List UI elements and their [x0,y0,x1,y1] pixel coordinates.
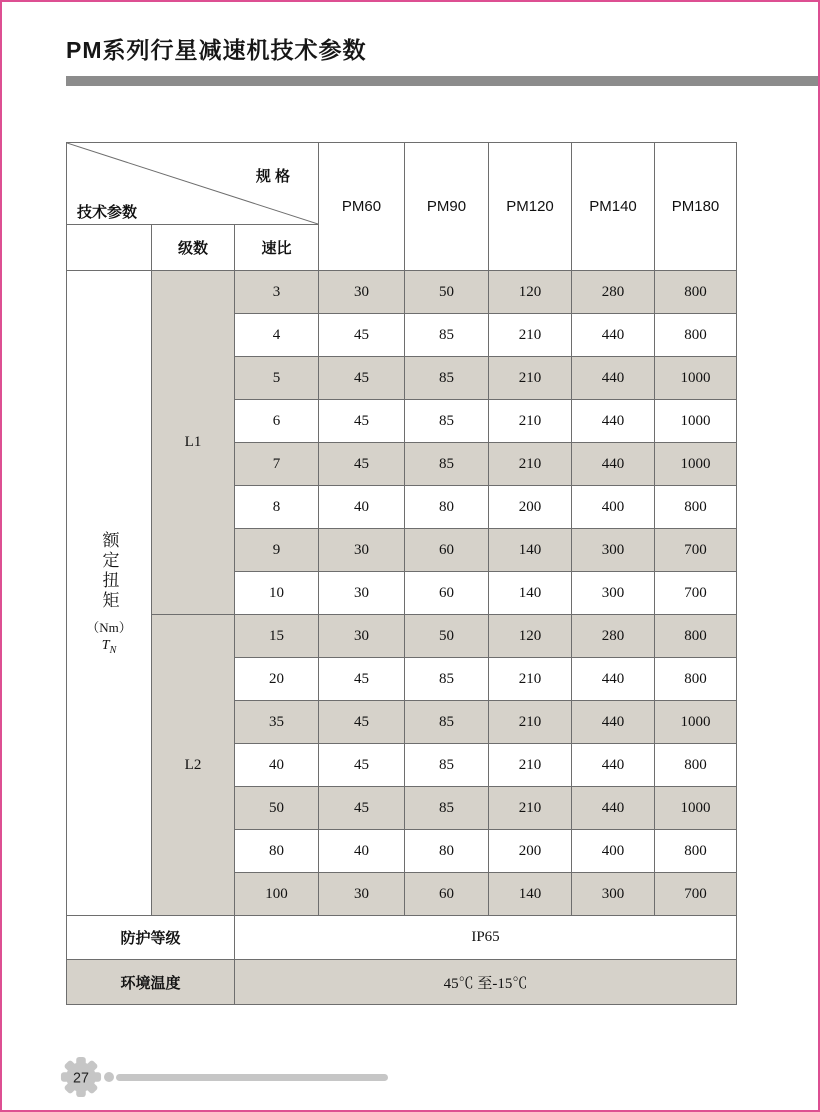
spec-table [66,142,737,1005]
value-cell: 300 [572,873,655,916]
value-cell: 120 [489,271,572,314]
column-header-pm90: PM90 [405,143,489,271]
ratio-cell: 6 [235,400,319,443]
value-cell: 30 [319,572,405,615]
column-header-pm180: PM180 [655,143,737,271]
ratio-cell: 3 [235,271,319,314]
value-cell: 210 [489,357,572,400]
value-cell: 400 [572,486,655,529]
value-cell: 80 [405,486,489,529]
ratio-cell: 35 [235,701,319,744]
value-cell: 400 [572,830,655,873]
value-cell: 85 [405,787,489,830]
value-cell: 440 [572,658,655,701]
ratio-cell: 7 [235,443,319,486]
ratio-cell: 15 [235,615,319,658]
value-cell: 45 [319,400,405,443]
footer-dot-icon [104,1072,114,1082]
footer-rule [116,1074,388,1081]
ratio-cell: 9 [235,529,319,572]
value-cell: 1000 [655,787,737,830]
torque-unit: （Nm） [86,619,132,635]
value-cell: 700 [655,529,737,572]
value-cell: 800 [655,658,737,701]
value-cell: 60 [405,529,489,572]
value-cell: 1000 [655,701,737,744]
value-cell: 200 [489,486,572,529]
value-cell: 140 [489,873,572,916]
value-cell: 280 [572,615,655,658]
value-cell: 45 [319,443,405,486]
value-cell: 60 [405,873,489,916]
value-cell: 30 [319,271,405,314]
value-cell: 40 [319,486,405,529]
header-row-1 [67,143,737,225]
gear-icon [60,1056,102,1098]
stage-header: 级数 [152,225,235,271]
value-cell: 30 [319,529,405,572]
value-cell: 85 [405,658,489,701]
title-rule [66,76,818,86]
value-cell: 210 [489,443,572,486]
value-cell: 300 [572,572,655,615]
value-cell: 85 [405,744,489,787]
ratio-cell: 4 [235,314,319,357]
value-cell: 85 [405,701,489,744]
value-cell: 440 [572,400,655,443]
ratio-cell: 10 [235,572,319,615]
column-header-pm140: PM140 [572,143,655,271]
value-cell: 210 [489,787,572,830]
stage-cell-l1: L1 [152,271,235,615]
value-cell: 40 [319,830,405,873]
ratio-cell: 80 [235,830,319,873]
value-cell: 280 [572,271,655,314]
value-cell: 300 [572,529,655,572]
torque-row-header [67,271,152,916]
protection-value: IP65 [235,916,737,960]
value-cell: 210 [489,314,572,357]
value-cell: 85 [405,400,489,443]
corner-spec-label: 规 格 [255,168,291,185]
temperature-row [67,960,737,1005]
value-cell: 45 [319,701,405,744]
table-row [67,271,737,314]
value-cell: 800 [655,314,737,357]
value-cell: 120 [489,615,572,658]
value-cell: 440 [572,701,655,744]
value-cell: 1000 [655,400,737,443]
page-title: PM系列行星减速机技术参数 [66,37,367,63]
value-cell: 440 [572,744,655,787]
value-cell: 200 [489,830,572,873]
value-cell: 440 [572,443,655,486]
torque-label-stack [67,531,151,656]
ratio-cell: 100 [235,873,319,916]
value-cell: 30 [319,873,405,916]
value-cell: 85 [405,314,489,357]
value-cell: 85 [405,357,489,400]
table-row [67,615,737,658]
value-cell: 60 [405,572,489,615]
value-cell: 700 [655,873,737,916]
value-cell: 80 [405,830,489,873]
value-cell: 210 [489,400,572,443]
torque-label: 额定扭矩 [99,530,119,611]
value-cell: 140 [489,529,572,572]
value-cell: 50 [405,615,489,658]
value-cell: 45 [319,658,405,701]
ratio-cell: 8 [235,486,319,529]
ratio-cell: 40 [235,744,319,787]
stage-cell-l2: L2 [152,615,235,916]
protection-label: 防护等级 [67,916,235,960]
protection-row [67,916,737,960]
value-cell: 45 [319,314,405,357]
torque-symbol: $T_N$ [101,637,117,656]
value-cell: 800 [655,486,737,529]
column-header-pm120: PM120 [489,143,572,271]
value-cell: 700 [655,572,737,615]
value-cell: 800 [655,830,737,873]
value-cell: 1000 [655,357,737,400]
temperature-value: 45℃ 至-15℃ [235,960,737,1005]
value-cell: 210 [489,658,572,701]
ratio-cell: 50 [235,787,319,830]
value-cell: 45 [319,744,405,787]
value-cell: 30 [319,615,405,658]
column-header-pm60: PM60 [319,143,405,271]
corner-cell [67,143,319,225]
ratio-cell: 20 [235,658,319,701]
value-cell: 800 [655,271,737,314]
value-cell: 85 [405,443,489,486]
value-cell: 1000 [655,443,737,486]
empty-header-cell [67,225,152,271]
value-cell: 800 [655,615,737,658]
ratio-cell: 5 [235,357,319,400]
value-cell: 45 [319,357,405,400]
value-cell: 440 [572,314,655,357]
value-cell: 800 [655,744,737,787]
ratio-header: 速比 [235,225,319,271]
corner-tech-label: 技术参数 [77,204,138,221]
value-cell: 50 [405,271,489,314]
value-cell: 440 [572,787,655,830]
page-footer [60,1056,388,1098]
value-cell: 140 [489,572,572,615]
value-cell: 210 [489,744,572,787]
value-cell: 210 [489,701,572,744]
value-cell: 45 [319,787,405,830]
value-cell: 440 [572,357,655,400]
temperature-label: 环境温度 [67,960,235,1005]
page-number: 27 [73,1070,89,1087]
